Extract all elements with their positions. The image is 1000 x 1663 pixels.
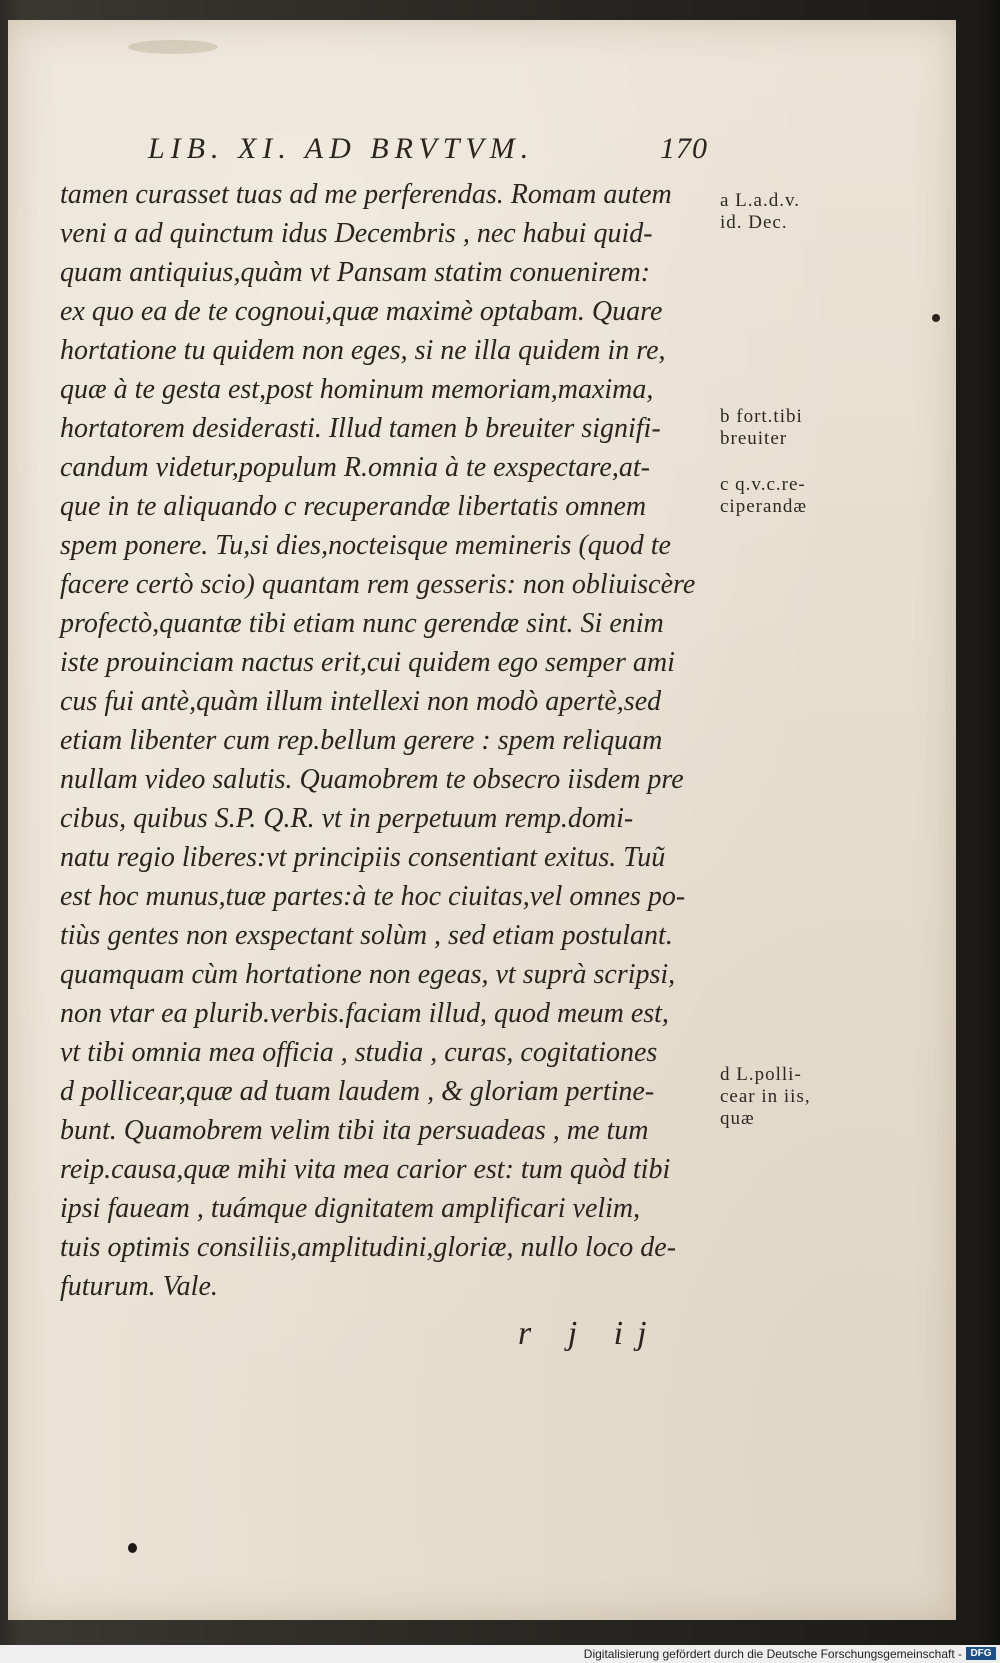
text-line: profectò,quantæ tibi etiam nunc gerendæ sint. Si enim (60, 608, 664, 639)
text-line: candum videtur,populum R.omnia à te exspectare,at- (60, 452, 650, 483)
margin-note-line: cear in iis, (720, 1086, 811, 1107)
text-line: natu regio liberes:vt principiis consentiant exitus. Tuũ (60, 842, 666, 873)
ink-blot (128, 1543, 137, 1553)
text-line: futurum. Vale. (60, 1271, 218, 1302)
margin-note-line: c q.v.c.re- (720, 474, 806, 495)
book-page (8, 20, 956, 1620)
text-line: reip.causa,quæ mihi vita mea carior est: tum quòd tibi (60, 1154, 671, 1185)
text-line: cibus, quibus S.P. Q.R. vt in perpetuum remp.domi- (60, 803, 634, 834)
text-line: veni a ad quinctum idus Decembris , nec habui quid- (60, 218, 653, 249)
text-line: iste prouinciam nactus erit,cui quidem ego semper ami (60, 647, 675, 678)
margin-note-line: breuiter (720, 428, 788, 449)
margin-note-line: b fort.tibi (720, 406, 803, 427)
text-line: quam antiquius,quàm vt Pansam statim conuenirem: (60, 257, 651, 288)
text-line: cus fui antè,quàm illum intellexi non modò apertè,sed (60, 686, 662, 717)
running-header (148, 132, 708, 176)
text-line: hortatione tu quidem non eges, si ne illa quidem in re, (60, 335, 666, 366)
dfg-logo: DFG (966, 1647, 996, 1660)
margin-note-line: a L.a.d.v. (720, 190, 800, 211)
margin-note-c (720, 474, 870, 518)
text-line: bunt. Quamobrem velim tibi ita persuadeas , me tum (60, 1115, 649, 1146)
running-title: LIB. XI. AD BRVTVM. (148, 132, 535, 165)
text-line: quæ à te gesta est,post hominum memoriam,maxima, (60, 374, 654, 405)
text-line: ipsi faueam , tuámque dignitatem amplificari velim, (60, 1193, 641, 1224)
paper-stain (128, 40, 218, 54)
margin-note-d (720, 1064, 870, 1130)
text-line: que in te aliquando c recuperandæ libertatis omnem (60, 491, 647, 522)
text-line: tuis optimis consiliis,amplitudini,gloriæ, nullo loco de- (60, 1232, 677, 1263)
letter-body (60, 175, 710, 1306)
folio-number: 170 (660, 132, 708, 165)
text-line: nullam video salutis. Quamobrem te obsecro iisdem pre (60, 764, 684, 795)
funding-credit: Digitalisierung gefördert durch die Deutsche Forschungsgemeinschaft - (583, 1647, 962, 1661)
text-line: facere certò scio) quantam rem gesseris: non obliuiscère (60, 569, 696, 600)
ink-speck (932, 314, 940, 322)
text-line: hortatorem desiderasti. Illud tamen b breuiter signifi- (60, 413, 661, 444)
signature-mark: r j ij (518, 1315, 661, 1352)
text-line: non vtar ea plurib.verbis.faciam illud, quod meum est, (60, 998, 669, 1029)
margin-note-b (720, 406, 870, 450)
text-line: etiam libenter cum rep.bellum gerere : spem reliquam (60, 725, 663, 756)
margin-note-a (720, 190, 870, 234)
text-line: est hoc munus,tuæ partes:à te hoc ciuitas,vel omnes po- (60, 881, 686, 912)
margin-note-line: d L.polli- (720, 1064, 802, 1085)
margin-note-line: id. Dec. (720, 212, 788, 233)
margin-note-line: quæ (720, 1108, 755, 1129)
text-line: quamquam cùm hortatione non egeas, vt suprà scripsi, (60, 959, 676, 990)
text-line: vt tibi omnia mea officia , studia , curas, cogitationes (60, 1037, 658, 1068)
text-line: tiùs gentes non exspectant solùm , sed etiam postulant. (60, 920, 673, 951)
text-line: d pollicear,quæ ad tuam laudem , & gloriam pertine- (60, 1076, 655, 1107)
text-line: spem ponere. Tu,si dies,nocteisque memineris (quod te (60, 530, 671, 561)
margin-note-line: ciperandæ (720, 496, 808, 517)
text-line: ex quo ea de te cognoui,quæ maximè optabam. Quare (60, 296, 663, 327)
text-line: tamen curasset tuas ad me perferendas. Romam autem (60, 179, 672, 210)
